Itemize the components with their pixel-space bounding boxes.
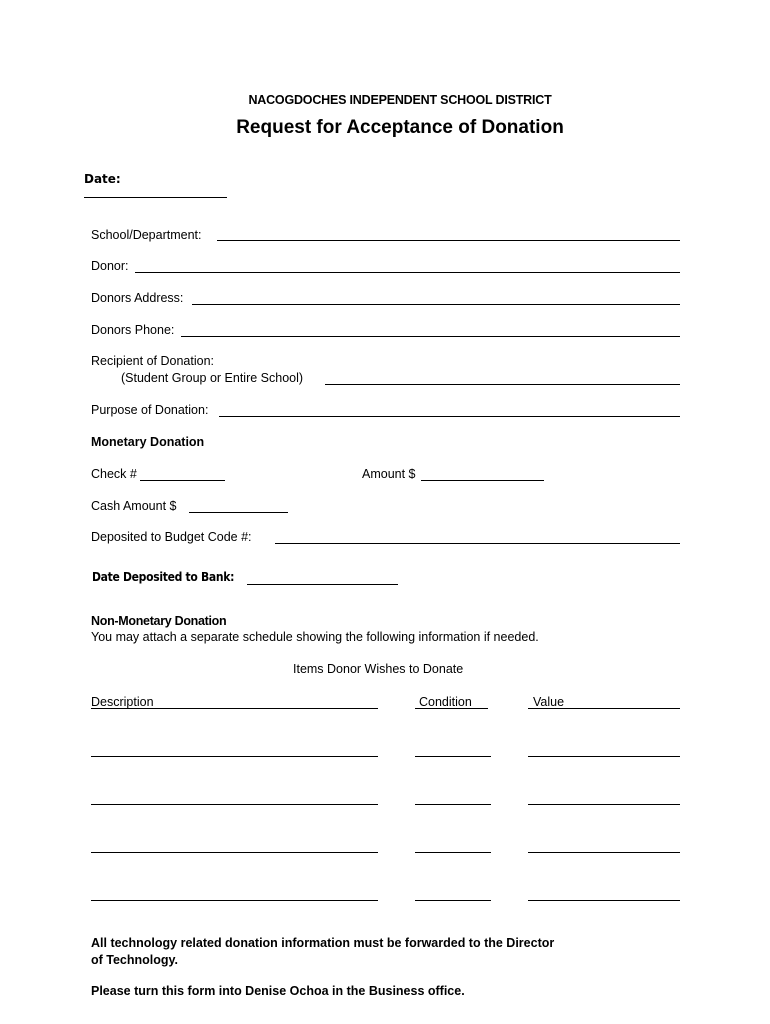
- amount-label: Amount $: [362, 467, 416, 481]
- non-monetary-heading: Non-Monetary Donation: [91, 614, 227, 628]
- recipient-field[interactable]: [325, 384, 680, 385]
- check-label: Check #: [91, 467, 137, 481]
- column-header-condition-line: [415, 708, 488, 709]
- condition-field[interactable]: [415, 756, 491, 757]
- description-field[interactable]: [91, 756, 378, 757]
- value-field[interactable]: [528, 756, 680, 757]
- amount-field[interactable]: [421, 480, 544, 481]
- date-deposited-label: Date Deposited to Bank:: [92, 570, 235, 584]
- donors-phone-field[interactable]: [181, 336, 680, 337]
- value-field[interactable]: [528, 852, 680, 853]
- condition-field[interactable]: [415, 900, 491, 901]
- column-header-description: Description: [91, 695, 154, 709]
- turn-in-note: Please turn this form into Denise Ochoa in the Business office.: [91, 984, 465, 998]
- condition-field[interactable]: [415, 804, 491, 805]
- description-field[interactable]: [91, 852, 378, 853]
- donors-address-field[interactable]: [192, 304, 680, 305]
- condition-field[interactable]: [415, 852, 491, 853]
- date-label: Date:: [84, 172, 121, 186]
- page-title: Request for Acceptance of Donation: [236, 117, 564, 138]
- school-department-field[interactable]: [217, 240, 680, 241]
- value-field[interactable]: [528, 900, 680, 901]
- donors-address-label: Donors Address:: [91, 291, 184, 305]
- description-field[interactable]: [91, 804, 378, 805]
- table-caption: Items Donor Wishes to Donate: [293, 662, 464, 676]
- recipient-sub-label: (Student Group or Entire School): [121, 371, 304, 385]
- technology-note: All technology related donation information must be forwarded to the Director of Technology.: [91, 936, 555, 967]
- school-department-label: School/Department:: [91, 228, 202, 242]
- cash-amount-field[interactable]: [189, 512, 288, 513]
- value-field[interactable]: [528, 804, 680, 805]
- purpose-label: Purpose of Donation:: [91, 403, 209, 417]
- column-header-value: Value: [533, 695, 565, 709]
- donors-phone-label: Donors Phone:: [91, 323, 175, 337]
- budget-code-label: Deposited to Budget Code #:: [91, 530, 252, 544]
- date-field[interactable]: [84, 197, 227, 198]
- check-field[interactable]: [140, 480, 225, 481]
- date-deposited-field[interactable]: [247, 584, 398, 585]
- district-name: NACOGDOCHES INDEPENDENT SCHOOL DISTRICT: [248, 93, 552, 107]
- donor-field[interactable]: [135, 272, 680, 273]
- description-field[interactable]: [91, 900, 378, 901]
- purpose-field[interactable]: [219, 416, 680, 417]
- non-monetary-note: You may attach a separate schedule showing the following information if needed.: [91, 630, 539, 644]
- column-header-condition: Condition: [419, 695, 472, 709]
- monetary-heading: Monetary Donation: [91, 435, 205, 449]
- donor-label: Donor:: [91, 259, 129, 273]
- recipient-label: Recipient of Donation:: [91, 354, 214, 368]
- cash-amount-label: Cash Amount $: [91, 499, 177, 513]
- budget-code-field[interactable]: [275, 543, 680, 544]
- column-header-value-line: [528, 708, 680, 709]
- column-header-description-line: [91, 708, 378, 709]
